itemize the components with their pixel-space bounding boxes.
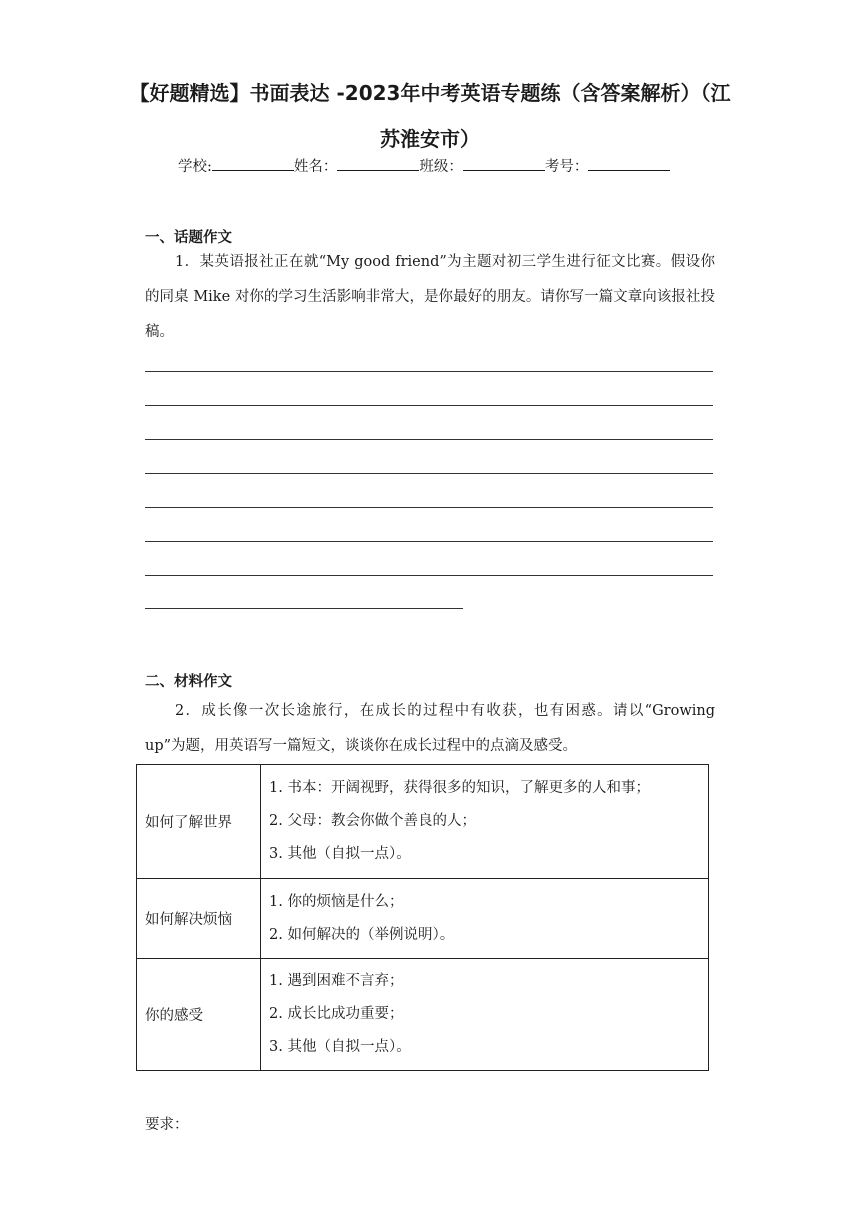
- list-item: 3. 其他（自拟一点）。: [269, 846, 411, 862]
- row-heading: 如何解决烦恼: [137, 879, 261, 959]
- question-2-text: 2．成长像一次长途旅行，在成长的过程中有收获，也有困惑。请以“Growing up”为题，用英语写一篇短文，谈谈你在成长过程中的点滴及感受。: [145, 703, 715, 754]
- material-table: [136, 764, 709, 1071]
- school-label: 学校:: [178, 159, 212, 175]
- section-heading-material-essay: 二、材料作文: [145, 673, 232, 690]
- table-row: [137, 959, 709, 1071]
- row-content: [261, 879, 709, 959]
- exam-number-blank[interactable]: [588, 156, 670, 171]
- exam-number-label: 考号：: [544, 159, 589, 175]
- school-blank[interactable]: [212, 156, 294, 171]
- list-item: 2. 成长比成功重要；: [269, 1006, 404, 1022]
- name-label: 姓名：: [293, 159, 338, 175]
- table-row: [137, 879, 709, 959]
- student-info-line: [178, 155, 670, 176]
- answer-line: [145, 575, 713, 576]
- class-blank[interactable]: [463, 156, 545, 171]
- list-item: 1. 书本：开阔视野，获得很多的知识，了解更多的人和事；: [269, 780, 650, 796]
- name-blank[interactable]: [337, 156, 419, 171]
- row-content: [261, 959, 709, 1071]
- answer-line: [145, 439, 713, 440]
- list-item: 3. 其他（自拟一点）。: [269, 1039, 411, 1055]
- answer-line: [145, 507, 713, 508]
- requirements-label: 要求：: [145, 1117, 189, 1133]
- list-item: 2. 如何解决的（举例说明）。: [269, 926, 455, 943]
- row-content: [261, 765, 709, 879]
- answer-line: [145, 473, 713, 474]
- answer-line: [145, 405, 713, 406]
- answer-line: [145, 608, 463, 609]
- question-1-text: 1．某英语报社正在就“My good friend”为主题对初三学生进行征文比赛。假设你的同桌 Mike 对你的学习生活影响非常大，是你最好的朋友。请你写一篇文章向该报社投稿。: [145, 254, 715, 340]
- row-heading: 如何了解世界: [137, 765, 261, 879]
- row-heading: 你的感受: [137, 959, 261, 1071]
- document-title: 【好题精选】书面表达 -2023年中考英语专题练（含答案解析）（江苏淮安市）: [129, 81, 731, 151]
- section-heading-topic-essay: 一、话题作文: [145, 229, 232, 246]
- table-row: [137, 765, 709, 879]
- answer-line: [145, 541, 713, 542]
- list-item: 1. 遇到困难不言弃；: [269, 973, 404, 989]
- answer-line: [145, 371, 713, 372]
- list-item: 1. 你的烦恼是什么；: [269, 893, 404, 910]
- list-item: 2. 父母：教会你做个善良的人；: [269, 813, 476, 829]
- class-label: 班级：: [419, 159, 463, 175]
